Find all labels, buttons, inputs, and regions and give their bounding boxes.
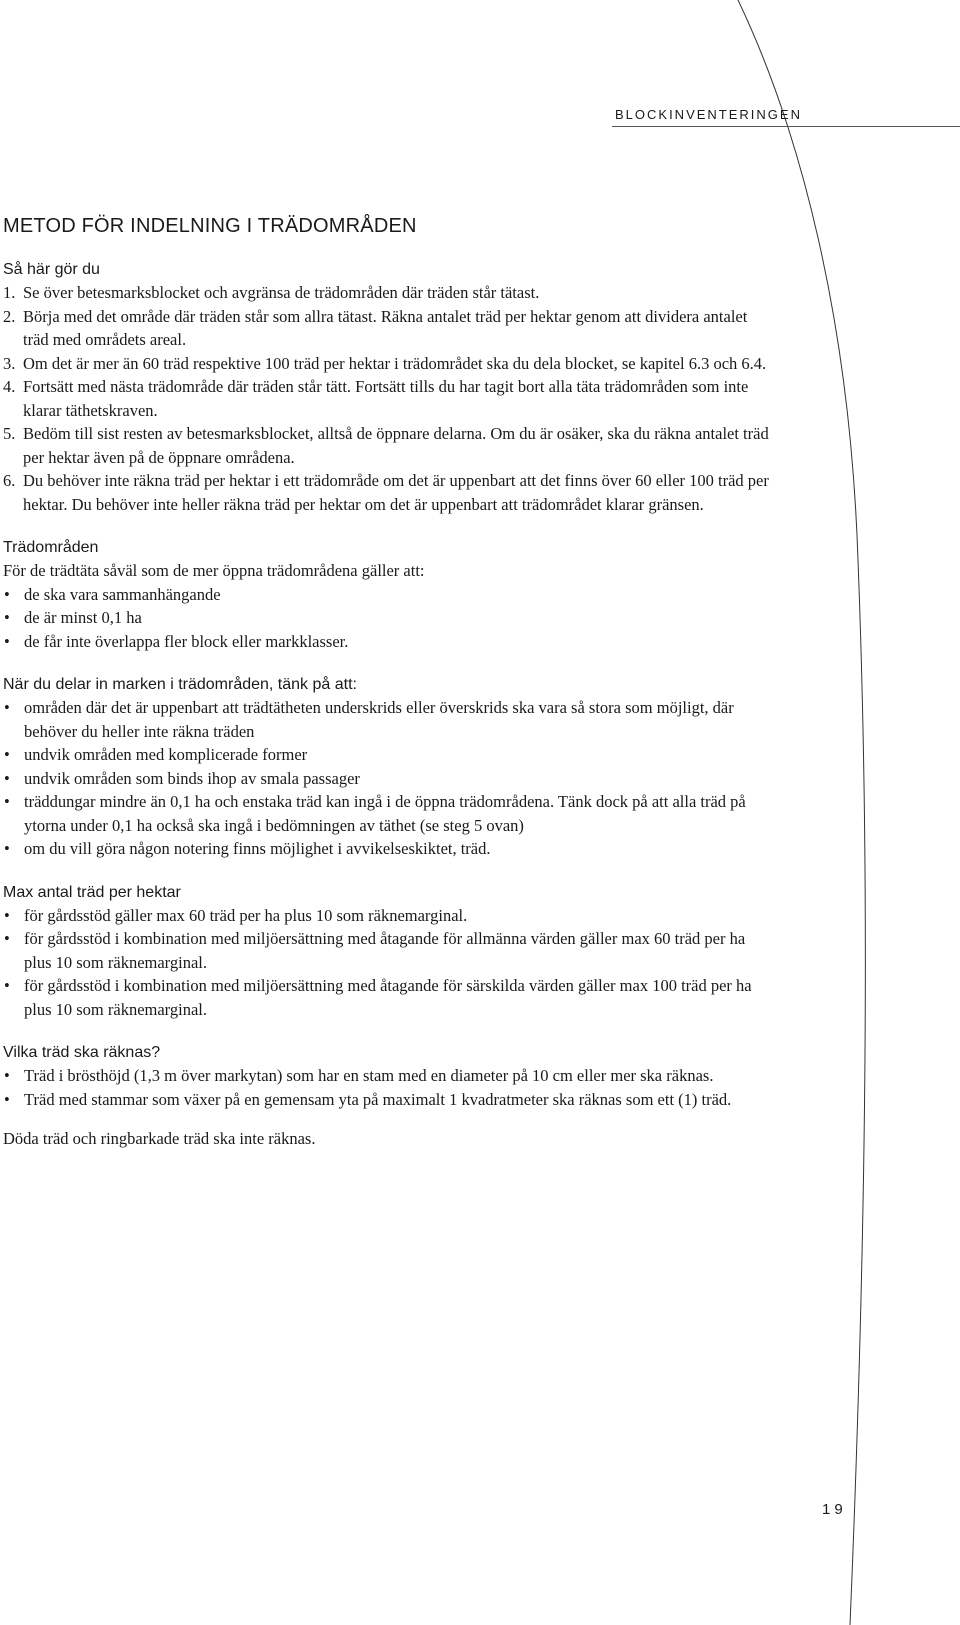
section-header-label: BLOCKINVENTERINGEN: [615, 107, 802, 122]
page-content: [3, 212, 773, 1151]
bullet-icon: •: [4, 608, 10, 627]
tradomraden-heading: Trädområden: [3, 539, 99, 556]
bullet-icon: •: [4, 768, 10, 788]
vilka-heading: Vilka träd ska räknas?: [3, 1044, 161, 1061]
list-item-text: undvik områden som binds ihop av smala passager: [24, 768, 360, 788]
step-number: 5.: [3, 424, 16, 443]
vilka-section: [3, 1041, 773, 1151]
list-item-text: för gårdsstöd i kombination med miljöersättning med åtagande för särskilda värden gäller max 100 träd per ha plus 10 som räknemarginal.: [24, 976, 752, 1019]
list-item: [3, 904, 773, 928]
bullet-icon: •: [4, 839, 10, 858]
step-text: Om det är mer än 60 träd respektive 100 träd per hektar i trädområdet ska du dela blocket, se kapitel 6.3 och 6.4.: [23, 353, 767, 373]
bullet-icon: •: [4, 929, 10, 948]
steps-section: [3, 258, 773, 516]
list-item: [3, 630, 773, 654]
max-heading: Max antal träd per hektar: [3, 883, 181, 901]
list-item: [3, 606, 773, 630]
bullet-icon: •: [4, 698, 10, 717]
delning-heading: När du delar in marken i trädområden, tänk på att:: [3, 676, 357, 693]
step-text: Du behöver inte räkna träd per hektar i ett trädområde om det är uppenbart att det finns över 60 eller 100 träd per hektar. Du behöver inte heller räkna träd per hektar om det är uppenbart att trädområdet klarar gränsen.: [23, 471, 769, 514]
bullet-icon: •: [4, 745, 10, 764]
list-item-text: Träd med stammar som växer på en gemensam yta på maximalt 1 kvadratmeter ska räknas som ett (1) träd.: [24, 1089, 732, 1109]
list-item: [3, 1088, 773, 1112]
max-section: [3, 881, 773, 1022]
vilka-list: [3, 1064, 773, 1111]
step-item: [3, 469, 773, 516]
list-item: [3, 790, 773, 837]
list-item: [3, 974, 773, 1021]
step-number: 6.: [3, 471, 16, 490]
step-item: [3, 422, 773, 469]
list-item-text: de ska vara sammanhängande: [24, 584, 221, 604]
tradomraden-list: [3, 583, 773, 654]
bullet-icon: •: [4, 631, 10, 651]
list-item-text: undvik områden med komplicerade former: [24, 745, 308, 764]
max-list: [3, 904, 773, 1022]
list-item-text: om du vill göra någon notering finns möjlighet i avvikelseskiktet, träd.: [24, 839, 491, 858]
list-item: [3, 583, 773, 607]
list-item: [3, 743, 773, 767]
bullet-icon: •: [4, 905, 10, 925]
step-item: [3, 352, 773, 376]
step-number: 2.: [3, 306, 16, 326]
step-text: Se över betesmarksblocket och avgränsa de trädområden där träden står tätast.: [23, 283, 540, 302]
steps-list: [3, 281, 773, 516]
list-item-text: de är minst 0,1 ha: [24, 608, 142, 627]
list-item-text: för gårdsstöd i kombination med miljöersättning med åtagande för allmänna värden gäller max 60 träd per ha plus 10 som räknemarginal.: [24, 929, 746, 972]
list-item: [3, 696, 773, 743]
step-number: 4.: [3, 377, 16, 396]
bullet-icon: •: [4, 976, 10, 995]
list-item-text: träddungar mindre än 0,1 ha och enstaka träd kan ingå i de öppna trädområdena. Tänk dock på att alla träd på ytorna under 0,1 ha också ska ingå i bedömningen av täthet (se steg 5 ovan): [24, 792, 746, 835]
step-item: [3, 375, 773, 422]
page-number: 19: [822, 1501, 847, 1518]
tradomraden-intro: För de trädtäta såväl som de mer öppna trädområdena gäller att:: [3, 561, 425, 580]
delning-section: [3, 673, 773, 861]
step-item: [3, 305, 773, 352]
list-item: [3, 1064, 773, 1088]
step-number: 3.: [3, 353, 16, 373]
page-title: METOD FÖR INDELNING I TRÄDOMRÅDEN: [3, 215, 417, 237]
step-text: Fortsätt med nästa trädområde där träden står tätt. Fortsätt tills du har tagit bort alla täta trädområden som inte klarar täthetskraven.: [23, 377, 749, 420]
list-item: [3, 767, 773, 791]
steps-heading: Så här gör du: [3, 261, 100, 278]
bullet-icon: •: [4, 1089, 10, 1109]
step-text: Börja med det område där träden står som allra tätast. Räkna antalet träd per hektar genom att dividera antalet träd med områdets areal.: [23, 306, 748, 349]
tradomraden-section: [3, 536, 773, 653]
bullet-icon: •: [4, 584, 10, 604]
list-item-text: för gårdsstöd gäller max 60 träd per ha plus 10 som räknemarginal.: [24, 905, 468, 925]
list-item-text: områden där det är uppenbart att trädtätheten underskrids eller överskrids ska vara så stora som möjligt, där behöver du heller inte räkna träden: [24, 698, 734, 741]
header-rule: [612, 126, 960, 127]
step-number: 1.: [3, 283, 16, 302]
bullet-icon: •: [4, 792, 10, 811]
list-item-text: de får inte överlappa fler block eller markklasser.: [24, 631, 349, 651]
list-item: [3, 837, 773, 861]
step-text: Bedöm till sist resten av betesmarksblocket, alltså de öppnare delarna. Om du är osäker, ska du räkna antalet träd per hektar även på de öppnare områdena.: [23, 424, 769, 467]
bullet-icon: •: [4, 1066, 10, 1085]
closing-note: Döda träd och ringbarkade träd ska inte räknas.: [3, 1129, 316, 1148]
delning-list: [3, 696, 773, 861]
step-item: [3, 281, 773, 305]
list-item: [3, 927, 773, 974]
list-item-text: Träd i brösthöjd (1,3 m över markytan) som har en stam med en diameter på 10 cm eller mer ska räknas.: [24, 1066, 714, 1085]
